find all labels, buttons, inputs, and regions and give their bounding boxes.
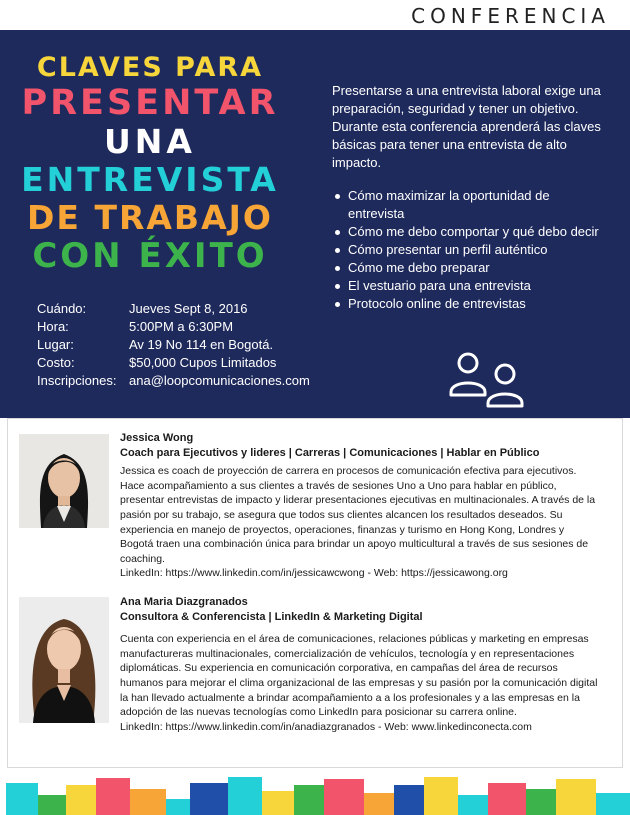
detail-row-cost — [37, 354, 310, 372]
event-intro: Presentarse a una entrevista laboral exige una preparación, seguridad y tener un objetivo. Durante esta conferencia aprenderá las claves básicas para tener una entrevista de alto impacto. — [332, 83, 601, 170]
color-block — [38, 795, 66, 815]
color-block — [488, 783, 526, 815]
detail-value: $50,000 Cupos Limitados — [129, 355, 277, 370]
title-line-2: PRESENTAR — [21, 83, 279, 124]
detail-row-time — [37, 318, 310, 336]
title-line-5: DE TRABAJO — [27, 198, 273, 238]
detail-row-registration — [37, 372, 310, 390]
color-block — [556, 779, 596, 815]
hero-section — [0, 30, 630, 418]
topic-item: Cómo presentar un perfil auténtico — [332, 241, 607, 259]
color-block — [6, 783, 38, 815]
event-title — [0, 52, 300, 276]
decorative-color-stripe — [0, 775, 630, 815]
color-block — [96, 778, 130, 815]
detail-value: Jueves Sept 8, 2016 — [129, 301, 248, 316]
color-block — [294, 785, 324, 815]
topic-item: Cómo me debo preparar — [332, 259, 607, 277]
detail-key: Hora: — [37, 319, 69, 334]
speaker-ana-maria-diazgranados — [120, 595, 598, 734]
color-block — [458, 795, 488, 815]
color-block — [526, 789, 556, 815]
speaker-role: Consultora & Conferencista | LinkedIn & Marketing Digital — [120, 610, 423, 623]
color-block — [596, 793, 630, 815]
color-block — [66, 785, 96, 815]
detail-row-when — [37, 300, 310, 318]
title-line-4: ENTREVISTA — [21, 160, 279, 200]
color-block — [130, 789, 166, 815]
speaker-name: Jessica Wong — [120, 432, 194, 444]
header — [0, 0, 630, 30]
speaker-links[interactable]: LinkedIn: https://www.linkedin.com/in/jessicawcwong - Web: https://jessicawong.org — [120, 567, 508, 580]
event-details — [37, 300, 310, 390]
speaker-bio: Jessica es coach de proyección de carrera en procesos de comunicación efectiva para ejecutivos. Hace acompañamiento a sus clientes a través de sesiones Uno a Uno para hablar en público, presentar entrevistas de impacto y liderar presentaciones ejecutivas en multinacionales. A través de la pasión por su trabajo, se asegura que todos sus clientes alcancen los resultados deseados. Su experiencia en manejo de proyectos, operaciones, finanzas y turismo en Hong Kong, Londres y Bogotá traen una combinación única para brindar un apoyo multicultural a través de sus sesiones de coaching. — [120, 465, 596, 565]
topic-item: Cómo maximizar la oportunidad de entrevista — [332, 187, 607, 223]
detail-key: Inscripciones: — [37, 373, 117, 388]
color-block — [228, 777, 262, 815]
speaker-bio: Cuenta con experiencia en el área de comunicaciones, relaciones públicas y marketing en empresas manufactureras multinacionales, comercialización de vehículos, tecnología y en representaciones diplomáticas. Su experiencia en comunicación corporativa, en campañas del área de recursos humanos para mejorar el clima organizacional de las empresas y su pasión por la comunicación digital la han llevado actualmente a brindar acompañamiento a a los profesionales y a las empresas en la adopción de las nuevas tecnologías como LinkedIn para posicionar su carrera online. — [120, 633, 598, 719]
detail-value: 5:00PM a 6:30PM — [129, 319, 234, 334]
speaker-links[interactable]: LinkedIn: https://www.linkedin.com/in/anadiazgranados - Web: www.linkedinconecta.com — [120, 720, 532, 733]
color-block — [364, 793, 394, 815]
color-block — [190, 783, 228, 815]
registration-email[interactable]: ana@loopcomunicaciones.com — [129, 373, 310, 388]
detail-key: Costo: — [37, 355, 75, 370]
title-line-6: CON ÉXITO — [32, 236, 268, 277]
topic-item: El vestuario para una entrevista — [332, 277, 607, 295]
color-block — [166, 799, 190, 815]
speaker-role: Coach para Ejecutivos y lideres | Carreras | Comunicaciones | Hablar en Público — [120, 446, 540, 459]
speaker-name: Ana Maria Diazgranados — [120, 596, 248, 608]
color-block — [424, 777, 458, 815]
color-block — [394, 785, 424, 815]
topic-item: Protocolo online de entrevistas — [332, 295, 607, 313]
title-line-3: UNA — [104, 122, 196, 162]
speaker-photo-jessica — [19, 434, 109, 528]
speaker-jessica-wong — [120, 431, 598, 581]
detail-row-place — [37, 336, 310, 354]
header-label: CONFERENCIA — [411, 4, 610, 28]
people-icon — [448, 348, 528, 408]
detail-key: Cuándo: — [37, 301, 87, 316]
detail-key: Lugar: — [37, 337, 74, 352]
color-block — [262, 791, 294, 815]
detail-value: Av 19 No 114 en Bogotá. — [129, 337, 274, 352]
speaker-photo-ana-maria — [19, 597, 109, 723]
color-block — [324, 779, 364, 815]
title-line-1: CLAVES PARA — [36, 52, 264, 83]
topic-item: Cómo me debo comportar y qué debo decir — [332, 223, 607, 241]
topic-list — [332, 187, 607, 313]
